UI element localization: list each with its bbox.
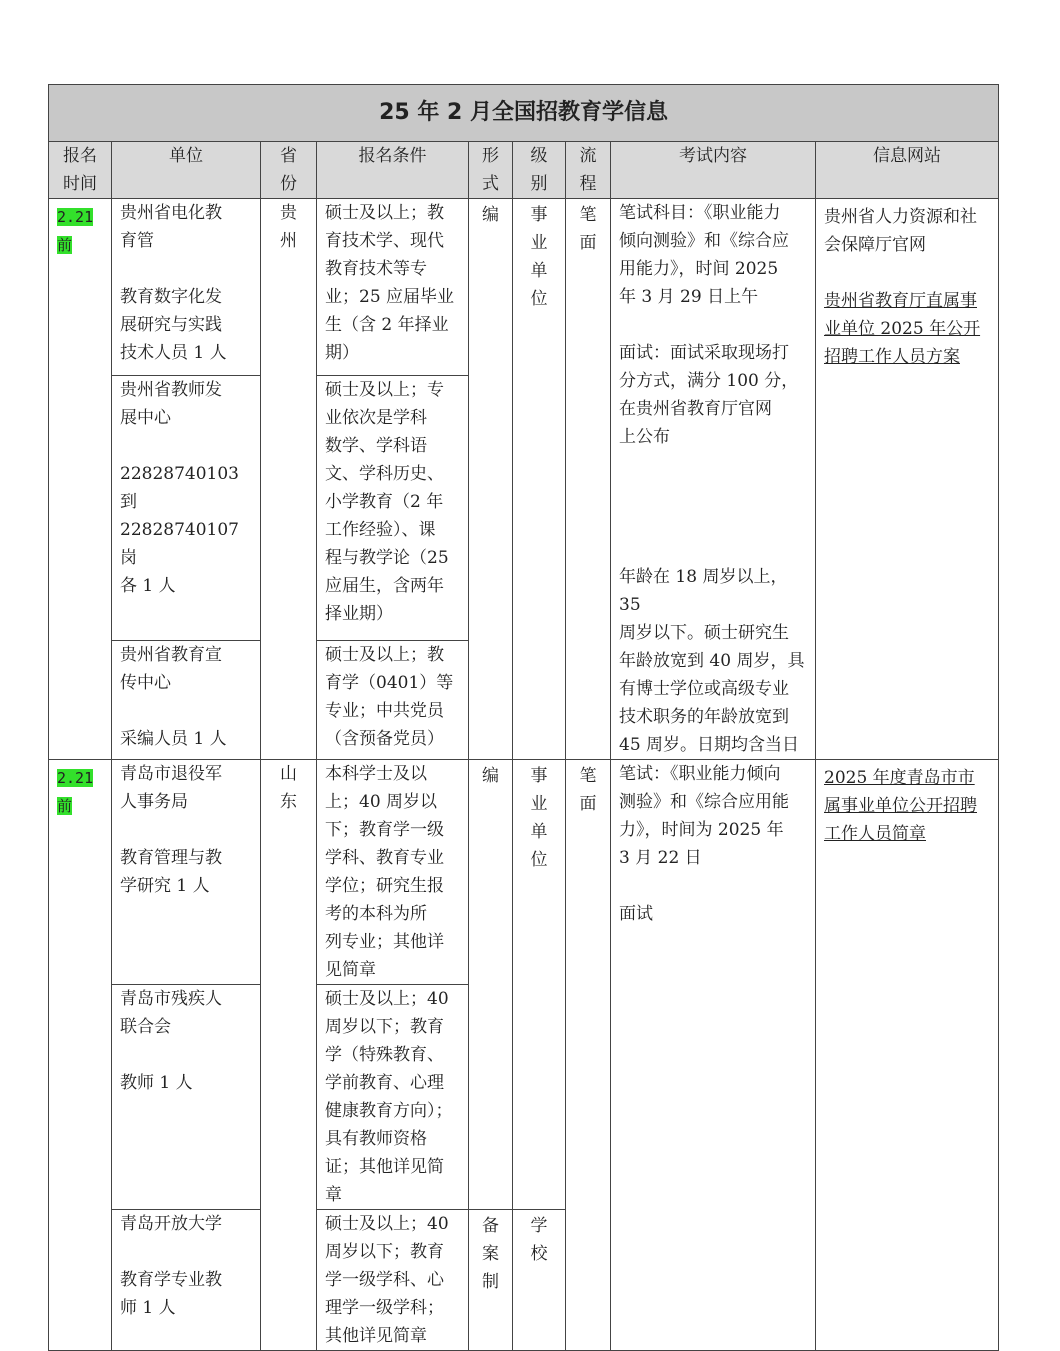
unit-cell: 青岛市残疾人 联合会 教师 1 人 <box>112 985 261 1210</box>
date-highlight: 2.21 前 <box>57 208 94 254</box>
table-title: 25 年 2 月全国招教育学信息 <box>49 85 999 142</box>
recruitment-table <box>48 84 999 1351</box>
unit-cell: 贵州省教育宣 传中心 采编人员 1 人 <box>112 641 261 760</box>
form-cell: 编 <box>469 760 513 1210</box>
website-cell <box>816 760 999 1351</box>
conditions-cell: 本科学士及以 上；40 周岁以 下；教育学一级 学科、教育专业 学位；研究生报 考的本科为所 列专业；其他详 见简章 <box>317 760 469 985</box>
website-text: 贵州省人力资源和社 会保障厅官网 <box>824 207 977 255</box>
signup-date <box>49 760 112 1351</box>
header-province: 省 份 <box>261 142 317 199</box>
website-link[interactable]: 贵州省教育厅直属事 业单位 2025 年公开 招聘工作人员方案 <box>824 291 981 367</box>
exam-content-cell: 笔试科目：《职业能力 倾向测验》和《综合应 用能力》，时间 2025 年 3 月 29 日上午 面试：面试采取现场打 分方式，满分 100 分， 在贵州省教育厅官网 上公布 年龄在 18 周岁以上，35 周岁以下。硕士研究生 年龄放宽到 40 周岁，具 有博士学位或高级专业 技术职务的年龄放宽到 45 周岁。日期均含当日 <box>611 199 816 760</box>
signup-date <box>49 199 112 760</box>
table-row <box>49 199 999 376</box>
header-exam-content: 考试内容 <box>611 142 816 199</box>
header-form: 形 式 <box>469 142 513 199</box>
header-signup-time: 报名 时间 <box>49 142 112 199</box>
form-cell: 备 案 制 <box>469 1210 513 1351</box>
website-link[interactable]: 2025 年度青岛市市 属事业单位公开招聘 工作人员简章 <box>824 768 977 844</box>
header-process: 流 程 <box>566 142 611 199</box>
process-cell: 笔 面 <box>566 199 611 760</box>
unit-cell: 青岛开放大学 教育学专业教 师 1 人 <box>112 1210 261 1351</box>
header-conditions: 报名条件 <box>317 142 469 199</box>
table-row <box>49 760 999 985</box>
conditions-cell: 硕士及以上；专 业依次是学科 数学、学科语 文、学科历史、 小学教育（2 年 工作经验）、课 程与教学论（25 应届生，含两年 择业期） <box>317 376 469 641</box>
province-cell: 山 东 <box>261 760 317 1351</box>
website-cell <box>816 199 999 760</box>
header-row <box>49 142 999 199</box>
level-cell: 学 校 <box>513 1210 566 1351</box>
form-cell: 编 <box>469 199 513 760</box>
conditions-cell: 硕士及以上；40 周岁以下；教育 学一级学科、心 理学一级学科； 其他详见简章 <box>317 1210 469 1351</box>
level-cell: 事 业 单 位 <box>513 199 566 760</box>
level-cell: 事 业 单 位 <box>513 760 566 1210</box>
unit-cell: 青岛市退役军 人事务局 教育管理与教 学研究 1 人 <box>112 760 261 985</box>
date-highlight: 2.21 前 <box>57 769 94 815</box>
header-unit: 单位 <box>112 142 261 199</box>
conditions-cell: 硕士及以上；教 育学（0401）等 专业；中共党员 （含预备党员） <box>317 641 469 760</box>
province-cell: 贵 州 <box>261 199 317 760</box>
unit-cell: 贵州省教师发 展中心 22828740103 到 22828740107 岗 各 1 人 <box>112 376 261 641</box>
conditions-cell: 硕士及以上；40 周岁以下；教育 学（特殊教育、 学前教育、心理 健康教育方向）； 具有教师资格 证；其他详见简 章 <box>317 985 469 1210</box>
conditions-cell: 硕士及以上；教 育技术学、现代 教育技术等专 业；25 应届毕业 生（含 2 年择业 期） <box>317 199 469 376</box>
process-cell: 笔 面 <box>566 760 611 1351</box>
header-level: 级 别 <box>513 142 566 199</box>
header-website: 信息网站 <box>816 142 999 199</box>
unit-cell: 贵州省电化教 育管 教育数字化发 展研究与实践 技术人员 1 人 <box>112 199 261 376</box>
exam-content-cell: 笔试：《职业能力倾向 测验》和《综合应用能 力》，时间为 2025 年 3 月 22 日 面试 <box>611 760 816 1351</box>
